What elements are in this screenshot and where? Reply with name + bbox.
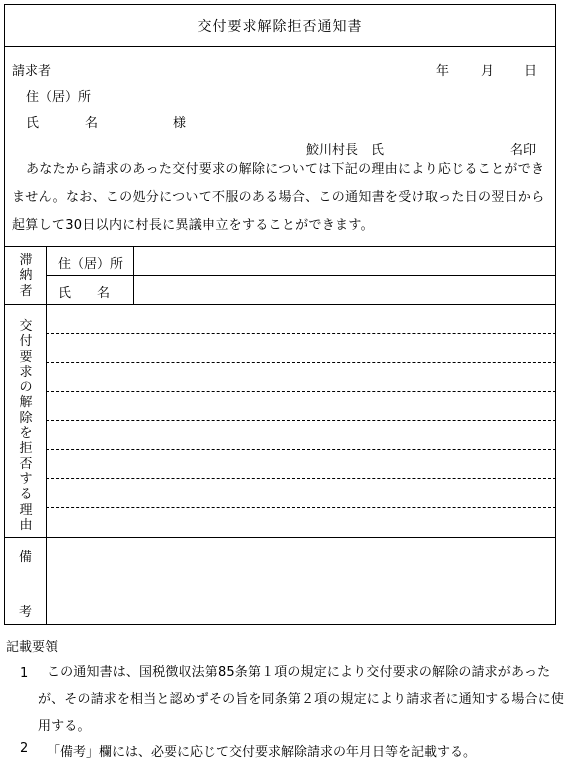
date-day: 日	[524, 64, 538, 79]
taxpayer-name-label: 氏 名	[58, 286, 111, 301]
seal-mark: 名印	[510, 143, 537, 158]
date-month: 月	[481, 64, 495, 79]
issuer: 鮫川村長 氏	[306, 143, 385, 158]
reason-line	[46, 478, 556, 479]
reason-line	[46, 507, 556, 508]
note-1-text: この通知書は、国税徴収法第85条第１項の規定により交付要求の解除の請求があったが、その請求を相当と認めずその旨を同条第２項の規定により請求者に通知する場合に使用する。	[38, 665, 565, 734]
taxpayer-label: 滞納者	[19, 253, 33, 299]
notes-heading: 記載要領	[6, 640, 59, 655]
reason-line	[46, 333, 556, 334]
requester-name-label-2: 名	[85, 116, 99, 131]
note-2-number: 2	[20, 741, 29, 756]
requester-name-label: 氏	[26, 116, 40, 131]
date-year: 年	[436, 64, 450, 79]
remarks-label-top: 備	[19, 550, 33, 565]
remarks-label-bottom: 考	[19, 605, 33, 620]
reason-label: 交付要求の解除を拒否する理由	[19, 319, 33, 533]
note-2-text: 「備考」欄には、必要に応じて交付要求解除請求の年月日等を記載する。	[47, 745, 477, 760]
section-divider-1	[4, 246, 556, 247]
requester-address-label: 住（居）所	[26, 90, 92, 105]
honorific: 様	[173, 116, 187, 131]
taxpayer-row-divider	[46, 275, 556, 276]
taxpayer-address-label: 住（居）所	[58, 257, 124, 272]
title-divider	[4, 46, 556, 47]
reason-line	[46, 449, 556, 450]
reason-line	[46, 362, 556, 363]
section-divider-3	[4, 537, 556, 538]
note-1-number: 1	[20, 666, 29, 681]
body-text: あなたから請求のあった交付要求の解除については下記の理由により応じることができません。なお、この処分について不服のある場合、この通知書を受け取った日の翌日から起算して30日以内に村長に異議申立をすることができます。	[12, 162, 545, 233]
form-title: 交付要求解除拒否通知書	[197, 19, 363, 35]
reason-line	[46, 420, 556, 421]
reason-col-divider	[46, 304, 47, 625]
section-divider-2	[4, 304, 556, 305]
requester-label: 請求者	[12, 64, 52, 79]
reason-line	[46, 391, 556, 392]
